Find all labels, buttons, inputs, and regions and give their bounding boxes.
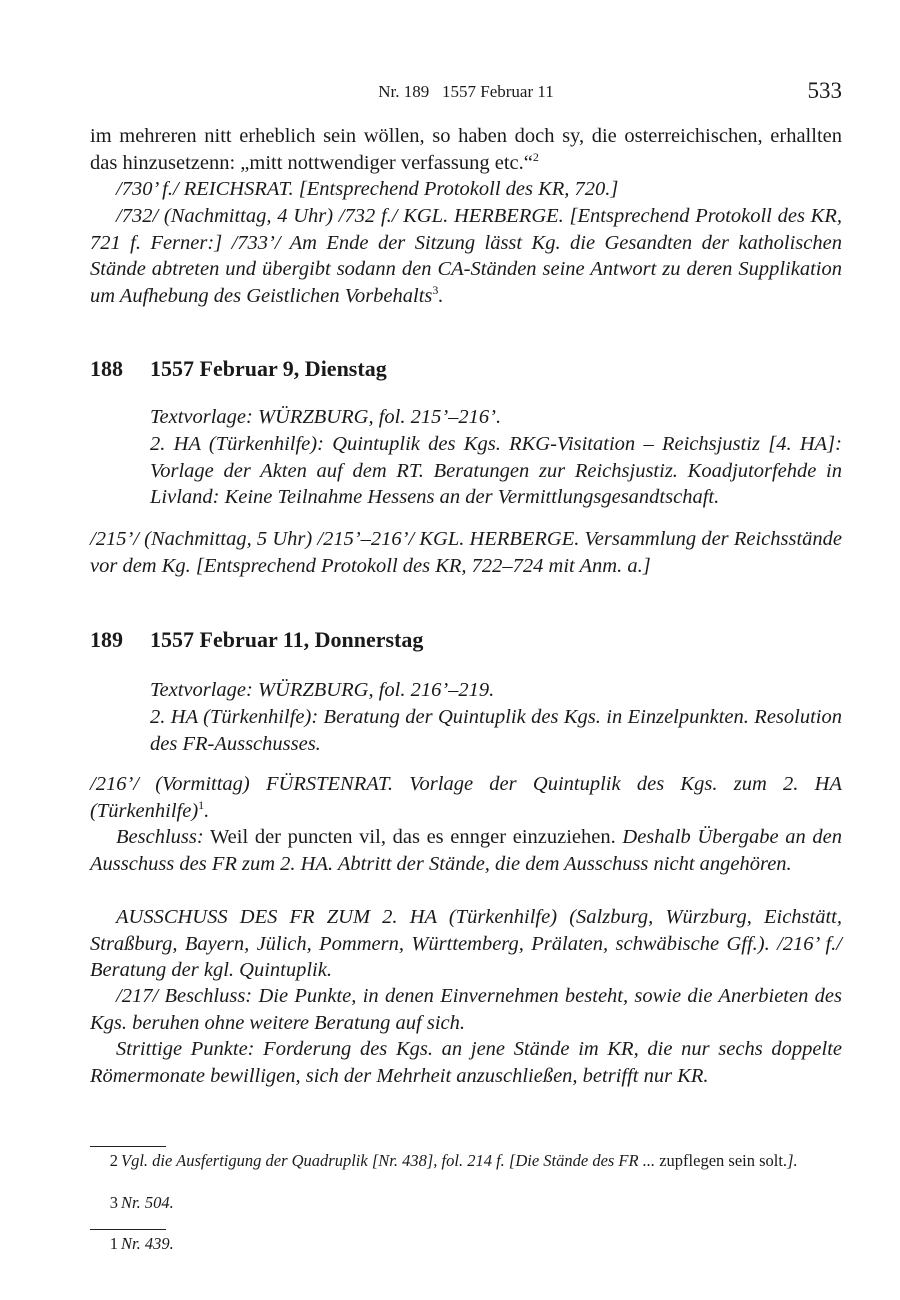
- entry-number: 188: [90, 356, 123, 381]
- intro-paragraph-3: [90, 203, 842, 309]
- footnote-mark: 1: [109, 1234, 118, 1253]
- footnote-mark: 2: [109, 1151, 118, 1170]
- entry-paragraph-4: /217/ Beschluss: Die Punkte, in denen Einvernehmen besteht, sowie die Anerbieten des Kgs. beruhen ohne weitere Beratung auf sich.: [90, 985, 842, 1034]
- footnote-roman: zupflegen sein solt.: [655, 1151, 788, 1170]
- entry-summary: 2. HA (Türkenhilfe): Quintuplik des Kgs. RKG-Visitation – Reichsjustiz [4. HA]: Vorlage der Akten auf dem RT. Beratungen zur Reichsjustiz. Koadjutorfehde in Livland: Keine Teilnahme Hessens an der Vermittlungsgesandtschaft.: [150, 433, 842, 508]
- entry-p1-text: /216’/ (Vormittag) FÜRSTENRAT. Vorlage der Quintuplik des Kgs. zum 2. HA (Türkenhilfe): [90, 773, 842, 822]
- intro-paragraph-2: /730’ f./ REICHSRAT. [Entsprechend Protokoll des KR, 720.]: [116, 178, 619, 200]
- footnote-1: [90, 1233, 842, 1255]
- entry-p1-end: .: [204, 799, 210, 822]
- footnote-italic-end: ].: [787, 1151, 798, 1170]
- footnote-separator: [90, 1146, 166, 1147]
- intro-p3-text: /732/ (Nachmittag, 4 Uhr) /732 f./ KGL. HERBERGE. [Entsprechend Protokoll des KR, 721 f. Ferner:] /733’/ Am Ende der Sitzung lässt Kg. die Gesandten der katholischen Stände abtreten und übergibt sodann den CA-Ständen seine Antwort zu deren Supplikation um Aufhebung des Geistlichen Vorbehalts: [90, 205, 842, 307]
- quoted-source-text: Weil der puncten vil, das es ennger einzuziehen.: [203, 826, 623, 848]
- entry-paragraph-3: AUSSCHUSS DES FR ZUM 2. HA (Türkenhilfe) (Salzburg, Würzburg, Eichstätt, Straßburg, Bayern, Jülich, Pommern, Württemberg, Prälaten, schwäbische Gff.). /216’ f./ Beratung der kgl. Quintuplik.: [90, 906, 842, 981]
- entry-source: Textvorlage: WÜRZBURG, fol. 215’–216’.: [150, 406, 502, 428]
- entry-paragraph-5: Strittige Punkte: Forderung des Kgs. an jene Stände im KR, die nur sechs doppelte Römermonate bewilligen, sich der Mehrheit anzuschließen, betrifft nur KR.: [90, 1038, 842, 1087]
- intro-paragraph-1: [90, 123, 842, 176]
- running-title: Nr. 189 1557 Februar 11: [378, 82, 554, 101]
- entry-date: 1557 Februar 9, Dienstag: [150, 356, 387, 381]
- entry-body: /215’/ (Nachmittag, 5 Uhr) /215’–216’/ KGL. HERBERGE. Versammlung der Reichsstände vor dem Kg. [Entsprechend Protokoll des KR, 722–724 mit Anm. a.]: [90, 528, 842, 577]
- entry-summary: 2. HA (Türkenhilfe): Beratung der Quintuplik des Kgs. in Einzelpunkten. Resolution des FR-Ausschusses.: [150, 706, 842, 755]
- footnote-2: [90, 1150, 842, 1172]
- entry-paragraph-2: [90, 824, 842, 877]
- footnote-italic: Nr. 439.: [121, 1234, 174, 1253]
- page-number: 533: [807, 78, 842, 103]
- entry-heading-188: [90, 356, 387, 382]
- footnote-italic: Nr. 504.: [121, 1193, 174, 1212]
- entry-date: 1557 Februar 11, Donnerstag: [150, 627, 424, 652]
- intro-p3-end: .: [438, 284, 444, 307]
- resolution-label: Beschluss:: [116, 826, 204, 848]
- footnote-italic: Vgl. die Ausfertigung der Quadruplik [Nr. 438], fol. 214 f. [Die Stände des FR ...: [121, 1151, 656, 1170]
- editorial-text: Deshalb Übergabe an den Ausschuss des FR zum 2. HA. Abtritt der Stände, die dem Ausschuss nicht angehören.: [90, 826, 842, 875]
- footnote-ref[interactable]: 1: [198, 797, 205, 812]
- footnote-ref[interactable]: 2: [532, 149, 539, 164]
- entry-source: Textvorlage: WÜRZBURG, fol. 216’–219.: [150, 679, 495, 701]
- running-header: [90, 78, 842, 108]
- footnote-separator: [90, 1229, 166, 1230]
- intro-p1-text: im mehreren nitt erheblich sein wöllen, so haben doch sy, die osterreichischen, erhallten das hinzusetzenn: „mitt nottwendiger verfassung etc.“: [90, 125, 842, 174]
- footnote-mark: 3: [109, 1193, 118, 1212]
- entry-heading-189: [90, 627, 423, 653]
- footnote-ref[interactable]: 3: [432, 282, 439, 297]
- footnote-3: [90, 1192, 842, 1214]
- entry-number: 189: [90, 627, 123, 652]
- entry-paragraph-1: [90, 771, 842, 824]
